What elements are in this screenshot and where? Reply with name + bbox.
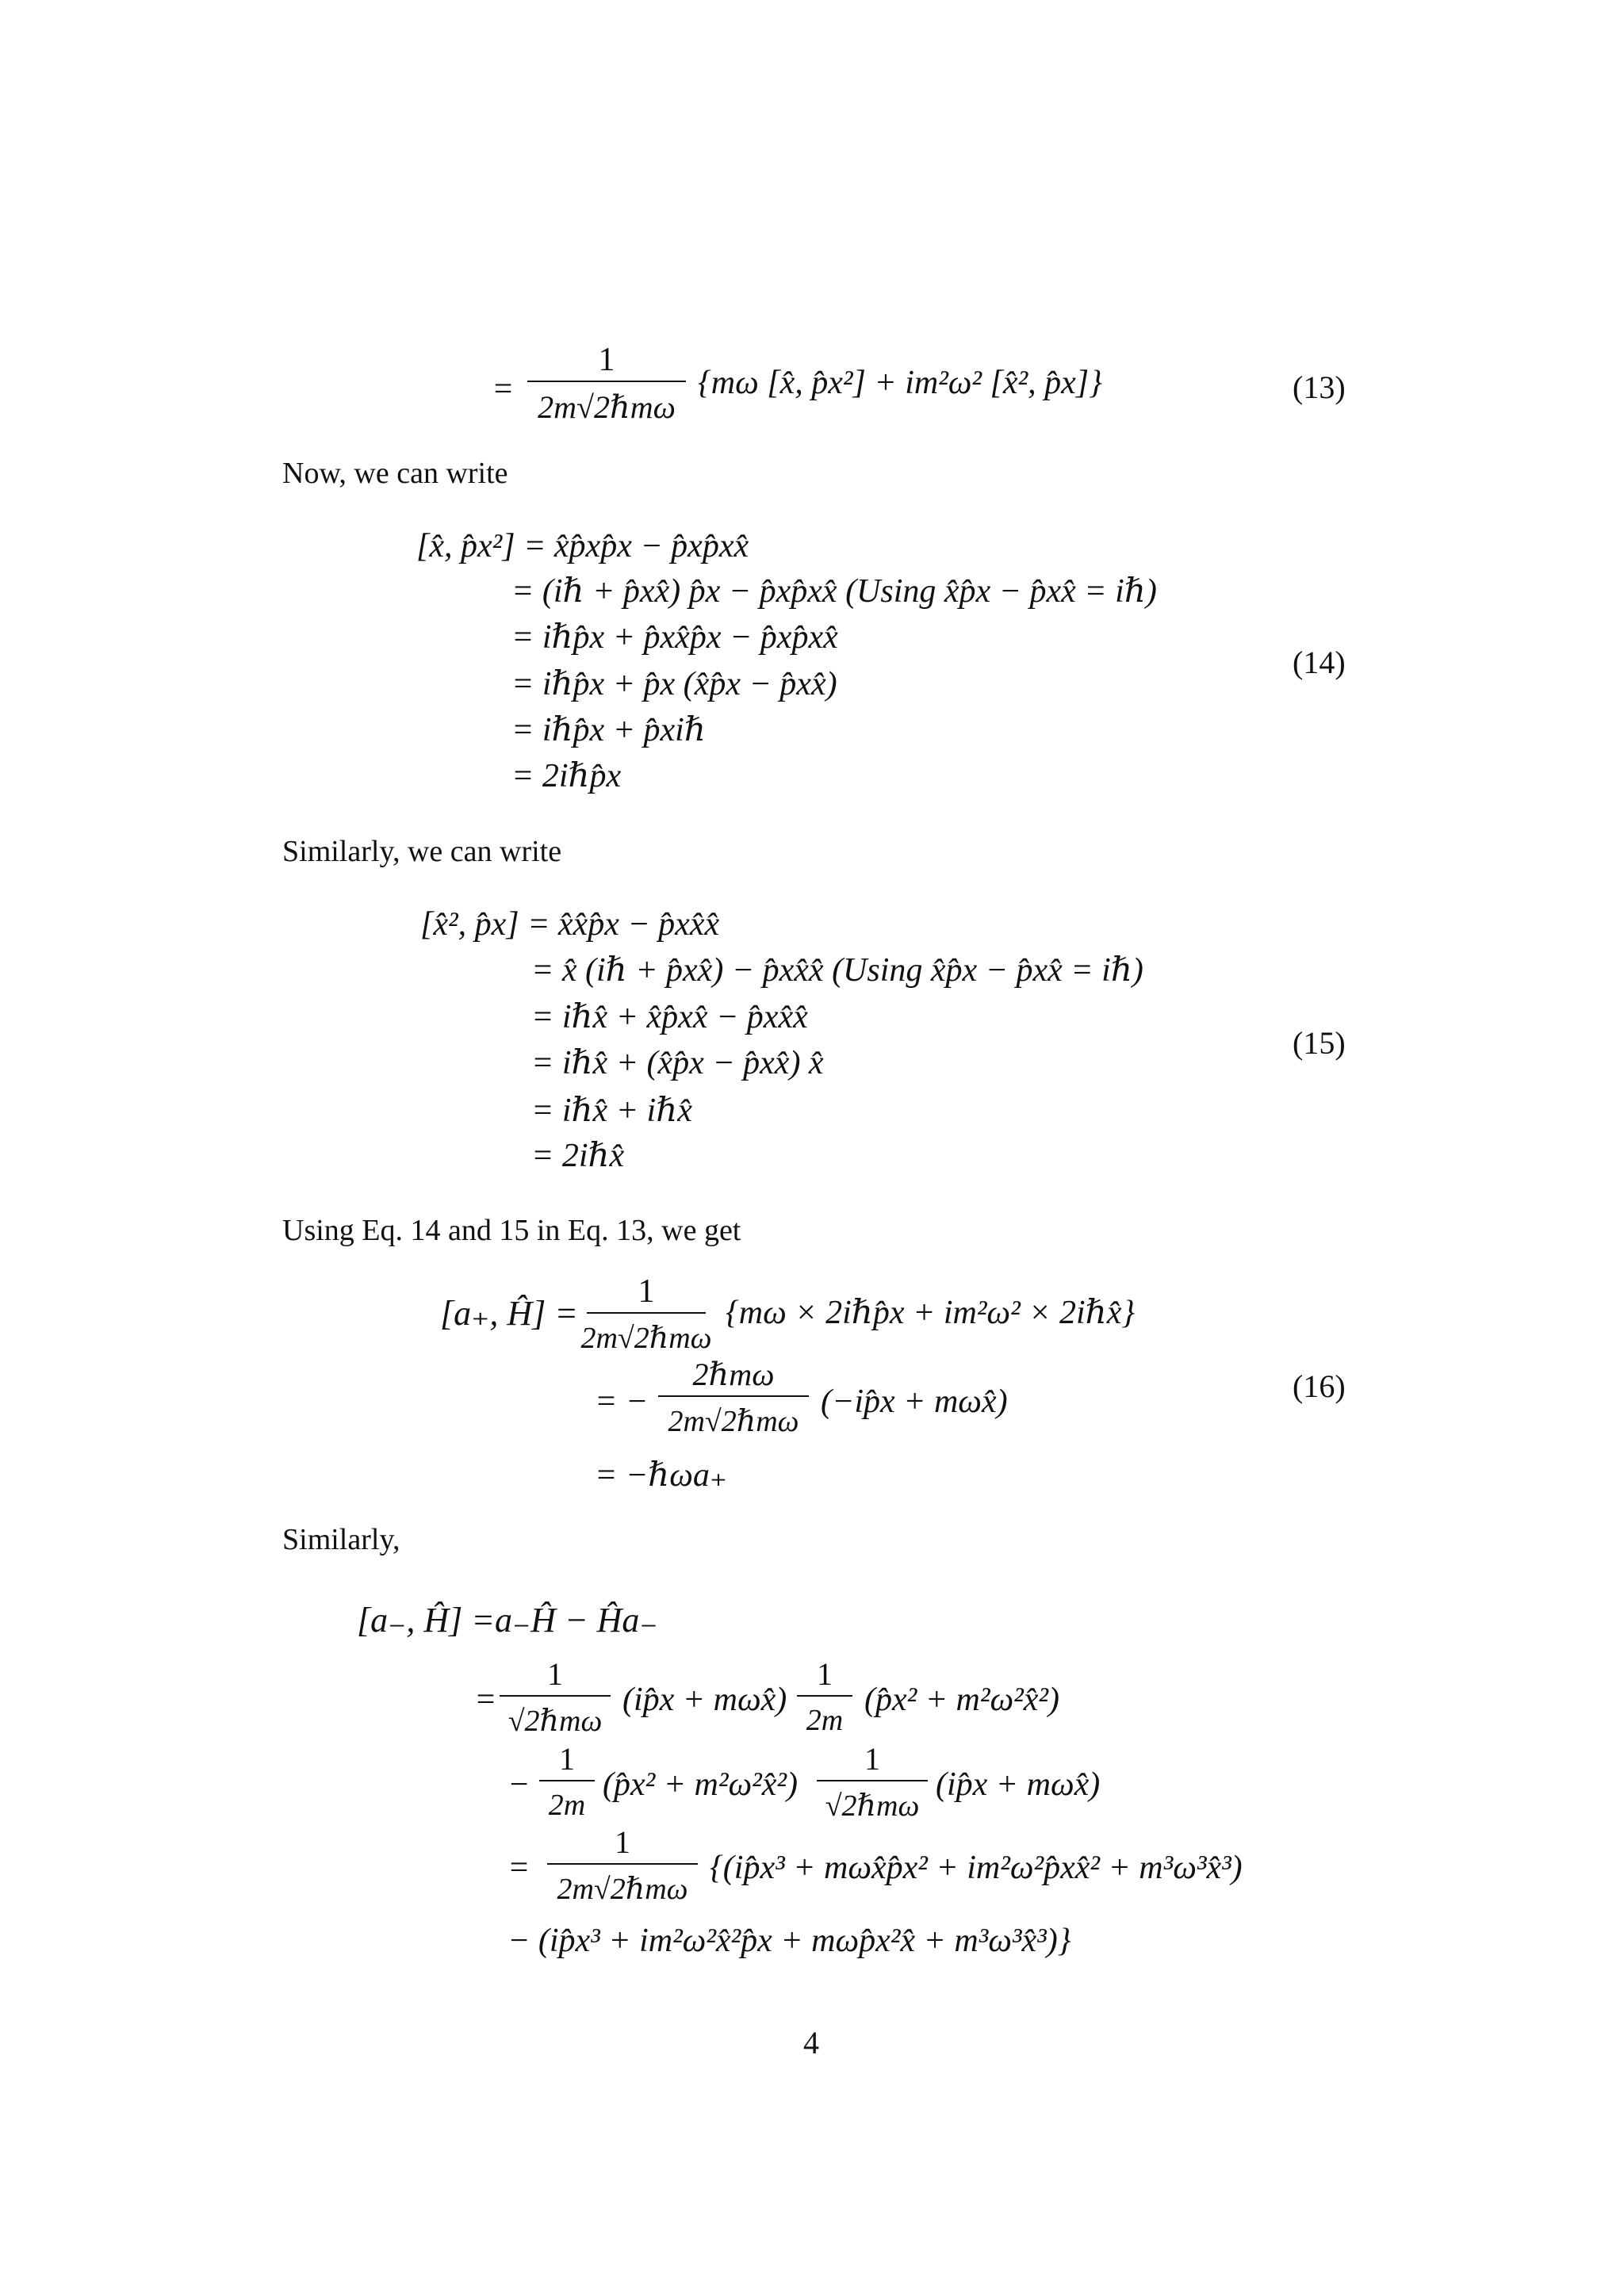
eq16-line-3: = −ℏωa₊ bbox=[595, 1457, 728, 1494]
eq16-line1-rhs: {mω × 2iℏp̂x + im²ω² × 2iℏx̂} bbox=[726, 1295, 1136, 1331]
eq15-line-5: = iℏx̂ + iℏx̂ bbox=[531, 1093, 692, 1129]
eq13-label: (13) bbox=[1293, 369, 1346, 405]
eq16-line2-pre: = − bbox=[595, 1383, 649, 1420]
eq17-line4-numerator: 1 bbox=[615, 1824, 630, 1860]
eq17-line4-fraction-bar bbox=[547, 1863, 698, 1865]
eq17-line2-denominator-1: √2ℏmω bbox=[508, 1705, 603, 1738]
eq15-line-4: = iℏx̂ + (x̂p̂x − p̂xx̂) x̂ bbox=[531, 1045, 824, 1081]
eq17-line3-pre: − bbox=[508, 1766, 530, 1803]
eq13-equals: = bbox=[492, 371, 515, 408]
eq14-label: (14) bbox=[1293, 645, 1346, 680]
eq14-line-4: = iℏp̂x + p̂x (x̂p̂x − p̂xx̂) bbox=[511, 666, 837, 702]
eq15-label: (15) bbox=[1293, 1025, 1346, 1061]
eq16-line1-denominator: 2m√2ℏmω bbox=[580, 1322, 712, 1355]
eq16-line2-denominator: 2m√2ℏmω bbox=[668, 1405, 799, 1438]
eq14-line-2: = (iℏ + p̂xx̂) p̂x − p̂xp̂xx̂ (Using x̂p̂x − p̂xx̂ = iℏ) bbox=[511, 573, 1157, 610]
eq16-line1-numerator: 1 bbox=[638, 1273, 655, 1310]
eq17-line-1: [a₋, Ĥ] =a₋Ĥ − Ĥa₋ bbox=[357, 1601, 658, 1640]
eq15-line-3: = iℏx̂ + x̂p̂xx̂ − p̂xx̂x̂ bbox=[531, 999, 808, 1035]
eq13-numerator: 1 bbox=[598, 342, 615, 378]
eq17-line4-rhs: {(ip̂x³ + mωx̂p̂x² + im²ω²p̂xx̂² + m³ω³x̂³) bbox=[710, 1850, 1243, 1886]
eq17-line3-numerator-2: 1 bbox=[864, 1741, 880, 1777]
eq16-line2-numerator: 2ℏmω bbox=[692, 1357, 775, 1392]
eq17-line2-denominator-2: 2m bbox=[806, 1704, 844, 1737]
eq13-denominator: 2m√2ℏmω bbox=[538, 389, 676, 425]
eq17-line3-denominator-2: √2ℏmω bbox=[825, 1789, 920, 1823]
eq17-line4-denominator: 2m√2ℏmω bbox=[557, 1873, 688, 1906]
eq17-line2-pre: = bbox=[474, 1682, 497, 1718]
eq17-line-5: − (ip̂x³ + im²ω²x̂²p̂x + mωp̂x²x̂ + m³ω³x̂³)} bbox=[508, 1923, 1071, 1959]
eq17-line2-rhs: (p̂x² + m²ω²x̂²) bbox=[864, 1682, 1059, 1718]
text-using-eq: Using Eq. 14 and 15 in Eq. 13, we get bbox=[282, 1214, 741, 1247]
eq13-fraction-bar bbox=[527, 381, 686, 382]
eq17-line3-fraction-bar-2 bbox=[817, 1780, 928, 1781]
eq13-body: {mω [x̂, p̂x²] + im²ω² [x̂², p̂x]} bbox=[698, 365, 1102, 401]
eq17-line3-fraction-bar-1 bbox=[539, 1780, 595, 1781]
eq16-lhs: [a₊, Ĥ] = bbox=[440, 1294, 578, 1333]
eq15-line-1: [x̂², p̂x] = x̂x̂p̂x − p̂xx̂x̂ bbox=[420, 906, 720, 943]
eq16-line1-fraction-bar bbox=[587, 1312, 706, 1314]
eq17-line3-denominator-1: 2m bbox=[548, 1789, 586, 1822]
eq17-line2-mid: (ip̂x + mωx̂) bbox=[622, 1682, 787, 1718]
eq14-line-6: = 2iℏp̂x bbox=[511, 758, 622, 794]
eq17-line3-rhs: (ip̂x + mωx̂) bbox=[936, 1766, 1101, 1803]
eq17-line2-fraction-bar-2 bbox=[797, 1695, 852, 1697]
eq14-line-3: = iℏp̂x + p̂xx̂p̂x − p̂xp̂xx̂ bbox=[511, 619, 838, 656]
eq14-line-5: = iℏp̂x + p̂xiℏ bbox=[511, 712, 706, 748]
eq17-line2-fraction-bar-1 bbox=[500, 1695, 611, 1697]
eq14-line-1: [x̂, p̂x²] = x̂p̂xp̂x − p̂xp̂xx̂ bbox=[416, 528, 749, 564]
eq15-line-6: = 2iℏx̂ bbox=[531, 1138, 625, 1174]
page-number: 4 bbox=[803, 2025, 819, 2061]
text-similarly-we-can-write: Similarly, we can write bbox=[282, 835, 562, 868]
eq17-line2-numerator-2: 1 bbox=[817, 1656, 833, 1692]
eq16-line2-rhs: (−ip̂x + mωx̂) bbox=[821, 1383, 1008, 1420]
eq17-line2-numerator-1: 1 bbox=[547, 1656, 563, 1692]
eq16-label: (16) bbox=[1293, 1368, 1346, 1404]
text-now-we-can-write: Now, we can write bbox=[282, 457, 508, 490]
eq16-line2-fraction-bar bbox=[658, 1395, 809, 1397]
eq17-line3-numerator-1: 1 bbox=[559, 1741, 575, 1777]
text-similarly: Similarly, bbox=[282, 1523, 400, 1556]
eq15-line-2: = x̂ (iℏ + p̂xx̂) − p̂xx̂x̂ (Using x̂p̂x − p̂xx̂ = iℏ) bbox=[531, 952, 1143, 989]
eq17-line4-pre: = bbox=[508, 1850, 530, 1886]
eq17-line3-mid: (p̂x² + m²ω²x̂²) bbox=[603, 1766, 798, 1803]
